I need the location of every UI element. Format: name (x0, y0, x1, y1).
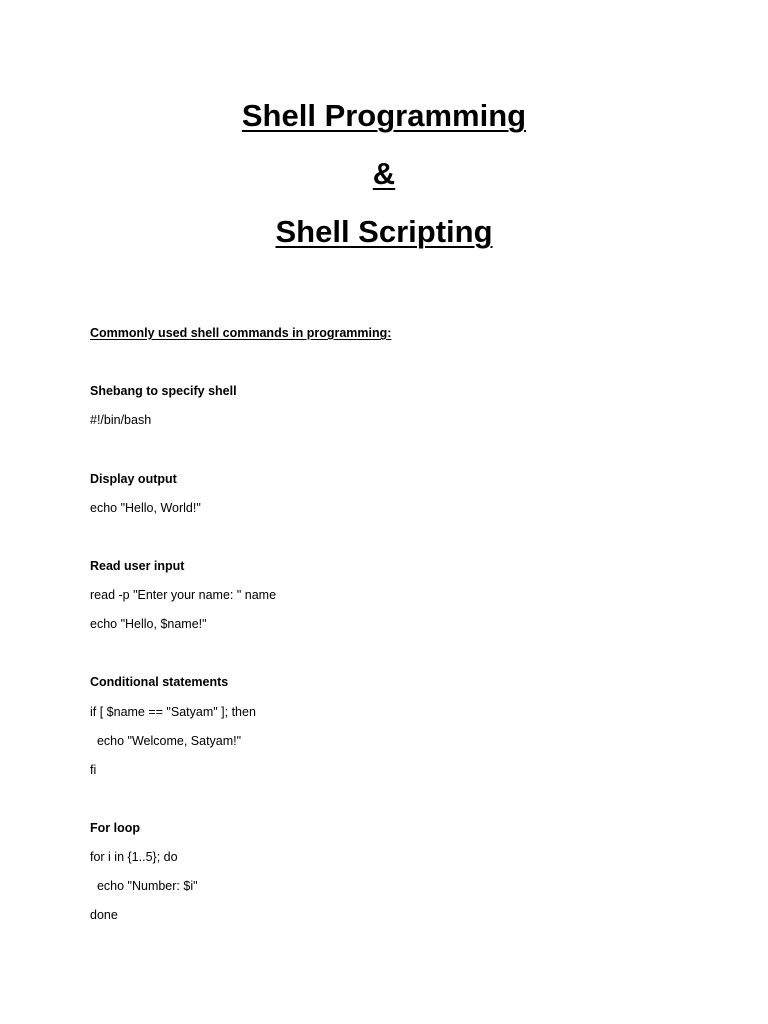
code-line: echo "Hello, $name!" (90, 617, 207, 631)
section-heading-for-loop: For loop (90, 821, 140, 835)
title-line-3 (0, 214, 768, 250)
code-line: fi (90, 763, 97, 777)
title-line-2 (0, 156, 768, 192)
title-line-1 (0, 98, 768, 134)
title-shell-programming: Shell Programming (241, 98, 527, 133)
title-shell-scripting: Shell Scripting (275, 214, 493, 249)
code-line: if [ $name == "Satyam" ]; then (90, 705, 256, 719)
intro-heading: Commonly used shell commands in programming: (90, 326, 392, 340)
code-line: done (90, 908, 118, 922)
code-line: echo "Hello, World!" (90, 501, 201, 515)
section-heading-read-input: Read user input (90, 559, 185, 573)
code-line: #!/bin/bash (90, 413, 152, 427)
code-line: echo "Number: $i" (90, 879, 198, 893)
section-heading-shebang: Shebang to specify shell (90, 384, 237, 398)
code-line: read -p "Enter your name: " name (90, 588, 277, 602)
title-ampersand: & (372, 156, 396, 191)
section-heading-conditionals: Conditional statements (90, 675, 229, 689)
section-heading-display-output: Display output (90, 472, 177, 486)
code-line: for i in {1..5}; do (90, 850, 178, 864)
code-line: echo "Welcome, Satyam!" (90, 734, 242, 748)
